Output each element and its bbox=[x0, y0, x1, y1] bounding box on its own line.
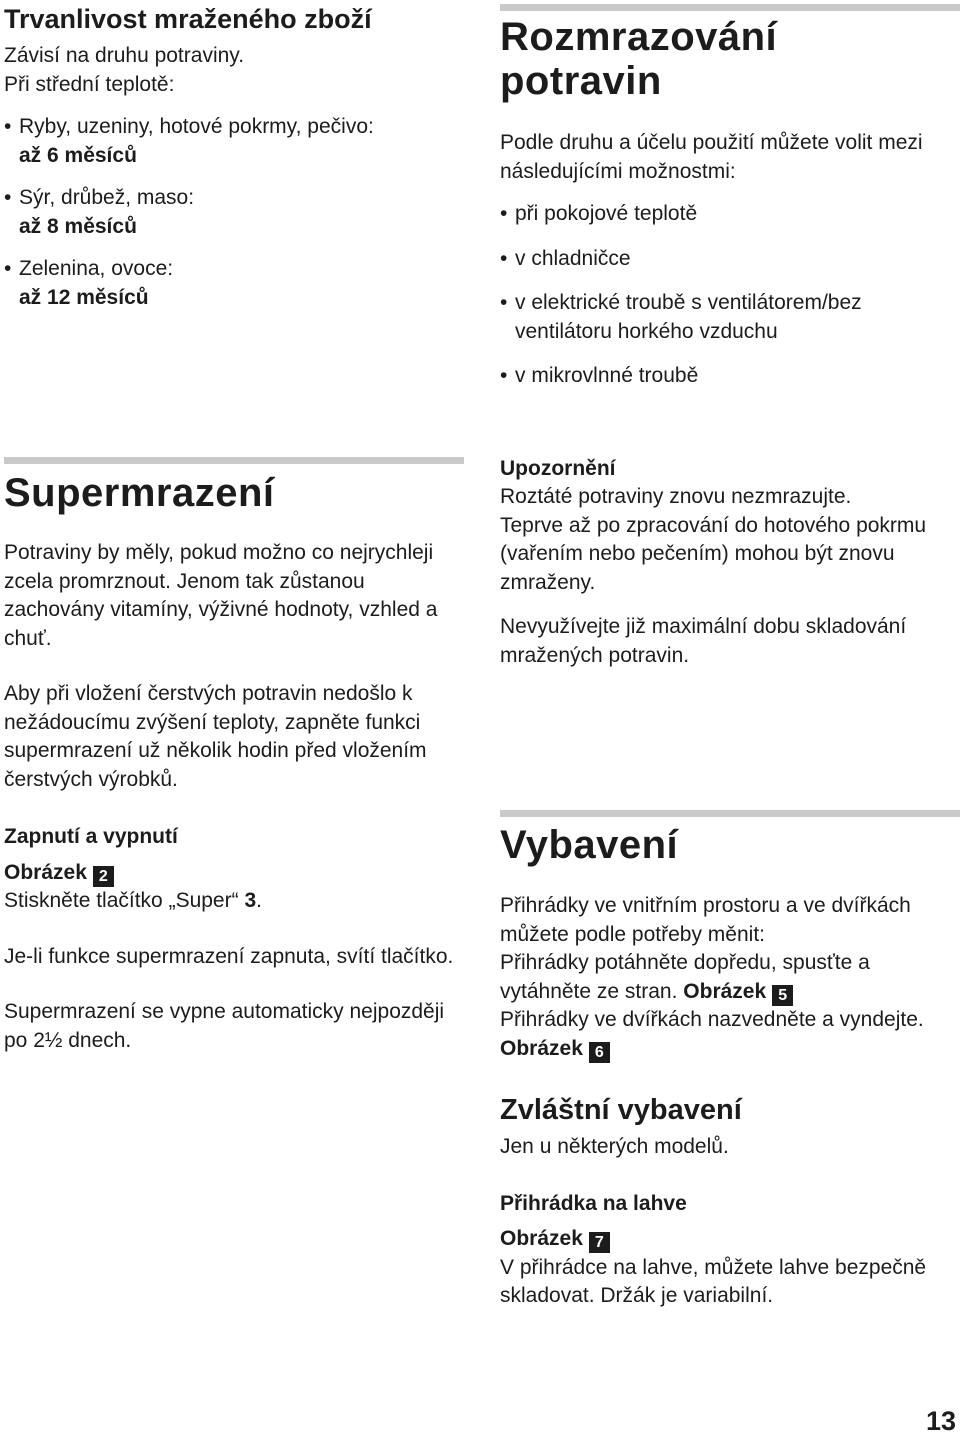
auto-off-text: Supermrazení se vypne automaticky nejpozději po 2½ dnech. bbox=[4, 1000, 445, 1052]
list-item: • v chladničce bbox=[500, 245, 960, 274]
figure-number-badge: 2 bbox=[93, 866, 114, 887]
warning-title: Upozornění bbox=[500, 457, 616, 480]
bottle-shelf-text: V přihrádce na lahve, můžete lahve bezpečně skladovat. Držák je variabilní. bbox=[500, 1255, 927, 1307]
list-item: • v mikrovlnné troubě bbox=[500, 362, 960, 391]
figure-label: Obrázek bbox=[4, 860, 87, 884]
shelf-life-section bbox=[4, 2, 464, 312]
thawing-intro: Podle druhu a účelu použití můžete volit mezi následujícími možnostmi: bbox=[500, 131, 923, 183]
warning-block bbox=[500, 483, 960, 670]
special-equipment-text: Jen u některých modelů. bbox=[500, 1135, 729, 1158]
figure-ref-7 bbox=[500, 1225, 960, 1254]
equipment-text-2-body: Přihrádky potáhněte dopředu, spusťte a vytáhněte ze stran. bbox=[500, 951, 870, 1003]
thawing-title-line-1: Rozmrazování bbox=[500, 15, 778, 59]
list-item bbox=[4, 184, 464, 241]
page-number: 13 bbox=[925, 1406, 956, 1436]
warning-text-3: Nevyužívejte již maximální dobu skladování mražených potravin. bbox=[500, 615, 907, 667]
equipment-text-3-body: Přihrádky ve dvířkách nazvedněte a vyndejte. bbox=[500, 1008, 924, 1031]
figure-number-badge: 5 bbox=[772, 985, 793, 1006]
section-divider bbox=[500, 4, 960, 11]
figure-label: Obrázek bbox=[500, 1227, 583, 1250]
figure-label: Obrázek bbox=[500, 1036, 583, 1060]
lit-text: Je-li funkce supermrazení zapnuta, svítí tlačítko. bbox=[4, 944, 454, 968]
thawing-title-line-2: potravin bbox=[500, 59, 662, 103]
figure-label: Obrázek bbox=[683, 979, 767, 1003]
equipment-text-1: Přihrádky ve vnitřním prostoru a ve dvířkách můžete podle potřeby měnit: bbox=[500, 894, 911, 946]
list-item: • v elektrické troubě s ventilátorem/bez ventilátoru horkého vzduchu bbox=[500, 289, 960, 346]
list-item-value: až 8 měsíců bbox=[19, 214, 137, 238]
shelf-life-intro-2: Při střední teplotě: bbox=[4, 72, 175, 96]
superfreeze-para-2: Aby při vložení čerstvých potravin nedošlo k nežádoucímu zvýšení teploty, zapněte funkci supermrazení už několik hodin před vložením čerstvých výrobků. bbox=[4, 682, 427, 791]
press-text: Stiskněte tlačítko „Super“ bbox=[4, 889, 239, 912]
superfreeze-section bbox=[4, 457, 464, 1055]
section-divider bbox=[4, 457, 464, 464]
thawing-list bbox=[500, 200, 960, 391]
press-end: . bbox=[256, 889, 262, 912]
figure-ref-2 bbox=[4, 859, 464, 888]
list-item-label: Ryby, uzeniny, hotové pokrmy, pečivo: bbox=[19, 115, 374, 138]
shelf-life-list bbox=[4, 113, 464, 312]
press-number: 3 bbox=[244, 889, 257, 912]
list-item bbox=[4, 113, 464, 170]
list-item: • při pokojové teplotě bbox=[500, 200, 960, 229]
warning-text-2: Teprve až po zpracování do hotového pokrmu (vařením nebo pečením) mohou být znovu zmraženy. bbox=[500, 513, 927, 594]
shelf-life-intro-1: Závisí na druhu potraviny. bbox=[4, 44, 245, 67]
figure-number-badge: 6 bbox=[589, 1042, 610, 1063]
equipment-title: Vybavení bbox=[500, 823, 679, 867]
shelf-life-title: Trvanlivost mraženého zboží bbox=[4, 4, 372, 34]
bottle-shelf-title: Přihrádka na lahve bbox=[500, 1191, 687, 1215]
list-item-value: až 6 měsíců bbox=[19, 143, 137, 167]
onoff-title: Zapnutí a vypnutí bbox=[4, 825, 178, 848]
right-column bbox=[500, 0, 960, 1307]
superfreeze-para-1: Potraviny by měly, pokud možno co nejrychleji zcela promrznout. Jenom tak zůstanou zachovány vitamíny, výživné hodnoty, vzhled a chuť. bbox=[4, 541, 438, 650]
section-divider bbox=[500, 810, 960, 817]
press-instruction bbox=[4, 887, 464, 916]
superfreeze-title: Supermrazení bbox=[4, 471, 275, 515]
equipment-text-3 bbox=[500, 1006, 960, 1063]
left-column bbox=[4, 0, 464, 1052]
list-item bbox=[4, 255, 464, 312]
equipment-section bbox=[500, 810, 960, 1311]
list-item-label: Sýr, drůbež, maso: bbox=[19, 186, 195, 209]
thawing-title bbox=[500, 15, 960, 103]
special-equipment-title: Zvláštní vybavení bbox=[500, 1094, 742, 1126]
figure-number-badge: 7 bbox=[589, 1232, 610, 1253]
thawing-section bbox=[500, 4, 960, 667]
equipment-text-2 bbox=[500, 949, 960, 1006]
warning-text-1: Roztáté potraviny znovu nezmrazujte. bbox=[500, 485, 852, 508]
list-item-value: až 12 měsíců bbox=[19, 285, 149, 309]
list-item-label: Zelenina, ovoce: bbox=[19, 257, 174, 280]
